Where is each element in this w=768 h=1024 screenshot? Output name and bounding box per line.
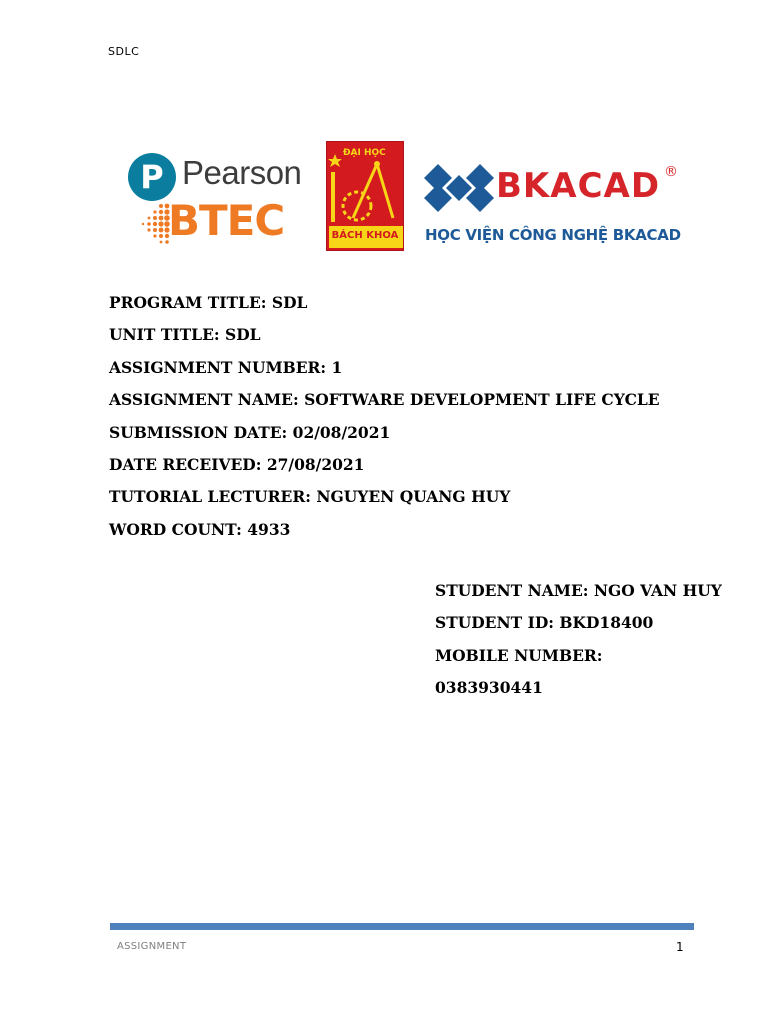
footer-label: ASSIGNMENT: [117, 941, 187, 952]
pearson-logo-text: Pearson: [182, 154, 302, 191]
student-id: STUDENT ID: BKD18400: [435, 613, 654, 633]
bkacad-mark-icon: [424, 158, 494, 218]
mobile-number-label: MOBILE NUMBER:: [435, 645, 603, 665]
bachkhoa-top-text: ĐẠI HỌC: [343, 148, 386, 158]
registered-icon: ®: [664, 164, 678, 180]
pearson-logo-icon: P: [128, 153, 176, 201]
assignment-number: ASSIGNMENT NUMBER: 1: [109, 357, 343, 377]
bkacad-subtitle: HỌC VIỆN CÔNG NGHỆ BKACAD: [425, 226, 681, 244]
student-name: STUDENT NAME: NGO VAN HUY: [435, 581, 722, 600]
footer-divider: [110, 923, 694, 930]
word-count: WORD COUNT: 4933: [109, 519, 291, 539]
assignment-name: ASSIGNMENT NAME: SOFTWARE DEVELOPMENT LIFE CYCLE: [109, 390, 660, 410]
student-info: [435, 575, 722, 705]
mobile-number-value: 0383930441: [435, 678, 543, 698]
date-received: DATE RECEIVED: 27/08/2021: [109, 455, 365, 475]
btec-logo-text: BTEC: [168, 196, 285, 245]
unit-title: UNIT TITLE: SDL: [109, 325, 261, 345]
bachkhoa-emblem: [326, 141, 404, 251]
page-number: 1: [676, 940, 684, 954]
logo-row: [0, 140, 768, 255]
tutorial-lecturer: TUTORIAL LECTURER: NGUYEN QUANG HUY: [109, 487, 511, 507]
program-title: PROGRAM TITLE: SDL: [109, 293, 308, 312]
bachkhoa-bottom-text: BÁCH KHOA: [331, 230, 399, 241]
bkacad-logo-text: BKACAD: [496, 166, 661, 206]
assignment-info: [109, 287, 660, 546]
page-header: SDLC: [108, 45, 140, 58]
submission-date: SUBMISSION DATE: 02/08/2021: [109, 422, 391, 442]
